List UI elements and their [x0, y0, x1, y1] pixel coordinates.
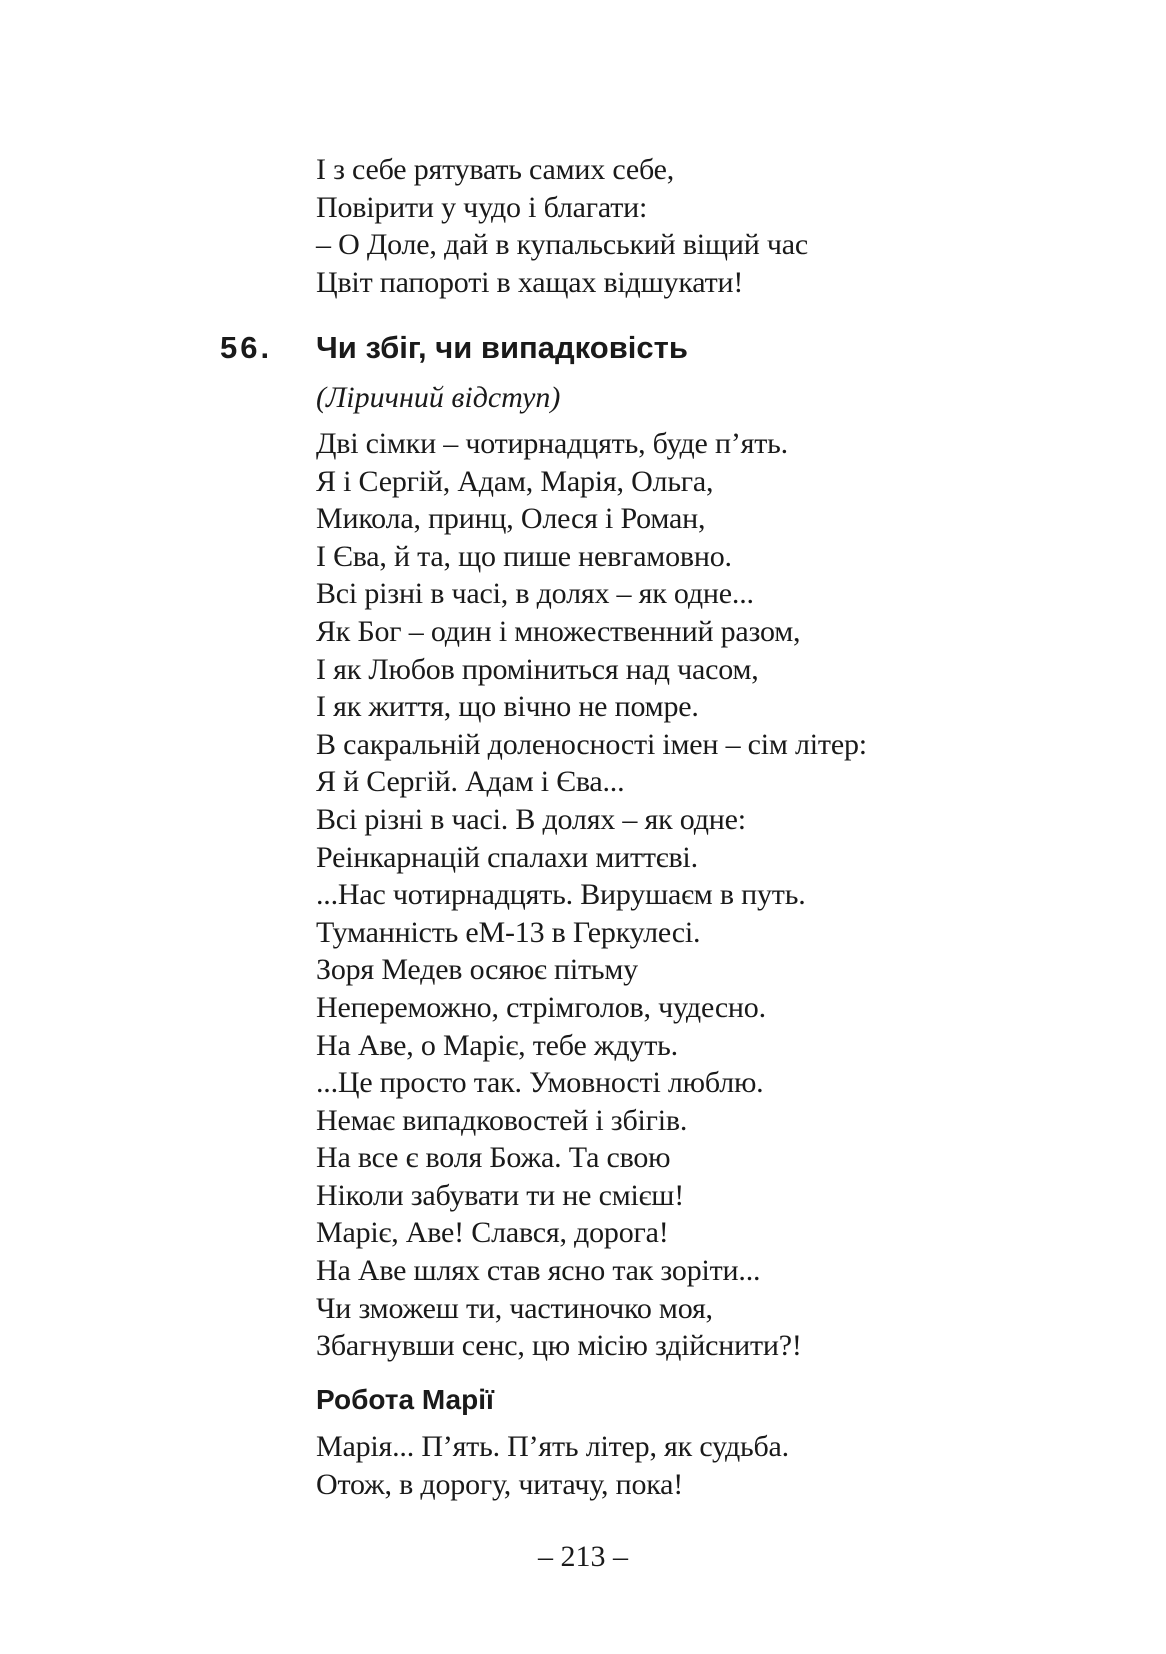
poem-body: [316, 425, 867, 1365]
verse-line: Маріє, Аве! Слався, дорога!: [316, 1216, 669, 1250]
verse-line: Я і Сергій, Адам, Марія, Ольга,: [316, 464, 714, 498]
verse-line: І Єва, й та, що пише невгамовно.: [316, 539, 732, 573]
section-body: [316, 1428, 789, 1503]
page-number: – 213 –: [538, 1540, 628, 1573]
verse-line: І з себе рятувать самих себе,: [316, 153, 675, 186]
section-heading: Робота Марії: [316, 1384, 494, 1415]
poem-title: Чи збіг, чи випадковість: [316, 330, 688, 365]
verse-line: ...Нас чотирнадцять. Вирушаєм в путь.: [316, 878, 806, 912]
verse-line: Марія... П’ять. П’ять літер, як судьба.: [316, 1430, 789, 1463]
verse-line: На Аве, о Маріє, тебе ждуть.: [316, 1028, 678, 1062]
verse-line: Всі різні в часі. В долях – як одне:: [316, 802, 746, 836]
verse-line: Дві сімки – чотирнадцять, буде п’ять.: [316, 427, 788, 460]
verse-line: – О Доле, дай в купальський віщий час: [316, 228, 808, 262]
verse-line: Цвіт папороті в хащах відшукати!: [316, 265, 744, 299]
poem-number: 56.: [220, 330, 273, 365]
verse-line: На все є воля Божа. Та свою: [316, 1141, 671, 1175]
verse-line: І як Любов проміниться над часом,: [316, 652, 759, 686]
verse-line: ...Це просто так. Умовності люблю.: [316, 1066, 764, 1100]
verse-line: Як Бог – один і множественний разом,: [316, 614, 801, 648]
verse-line: Микола, принц, Олеся і Роман,: [316, 502, 706, 536]
verse-line: Я й Сергій. Адам і Єва...: [316, 765, 625, 799]
verse-line: Туманність еМ-13 в Геркулесі.: [316, 915, 701, 949]
verse-line: Повірити у чудо і благати:: [316, 190, 648, 224]
verse-line: На Аве шлях став ясно так зоріти...: [316, 1254, 761, 1288]
verse-line: Отож, в дорогу, читачу, пока!: [316, 1467, 684, 1501]
verse-line: Ніколи забувати ти не смієш!: [316, 1178, 684, 1212]
verse-line: Всі різні в часі, в долях – як одне...: [316, 577, 754, 611]
verse-line: Чи зможеш ти, частиночко моя,: [316, 1291, 713, 1325]
verse-line: Зоря Медев осяює пітьму: [316, 953, 638, 987]
verse-line: І як життя, що вічно не помре.: [316, 690, 699, 724]
verse-line: Непереможно, стрімголов, чудесно.: [316, 990, 766, 1024]
verse-line: Збагнувши сенс, цю місію здійснити?!: [316, 1329, 802, 1363]
verse-line: В сакральній доленосності імен – сім літер:: [316, 727, 867, 761]
verse-line: Немає випадковостей і збігів.: [316, 1103, 688, 1137]
stanza-continuation: [316, 151, 808, 301]
verse-line: Реінкарнацій спалахи миттєві.: [316, 840, 698, 874]
poem-subtitle: (Ліричний відступ): [316, 381, 561, 414]
